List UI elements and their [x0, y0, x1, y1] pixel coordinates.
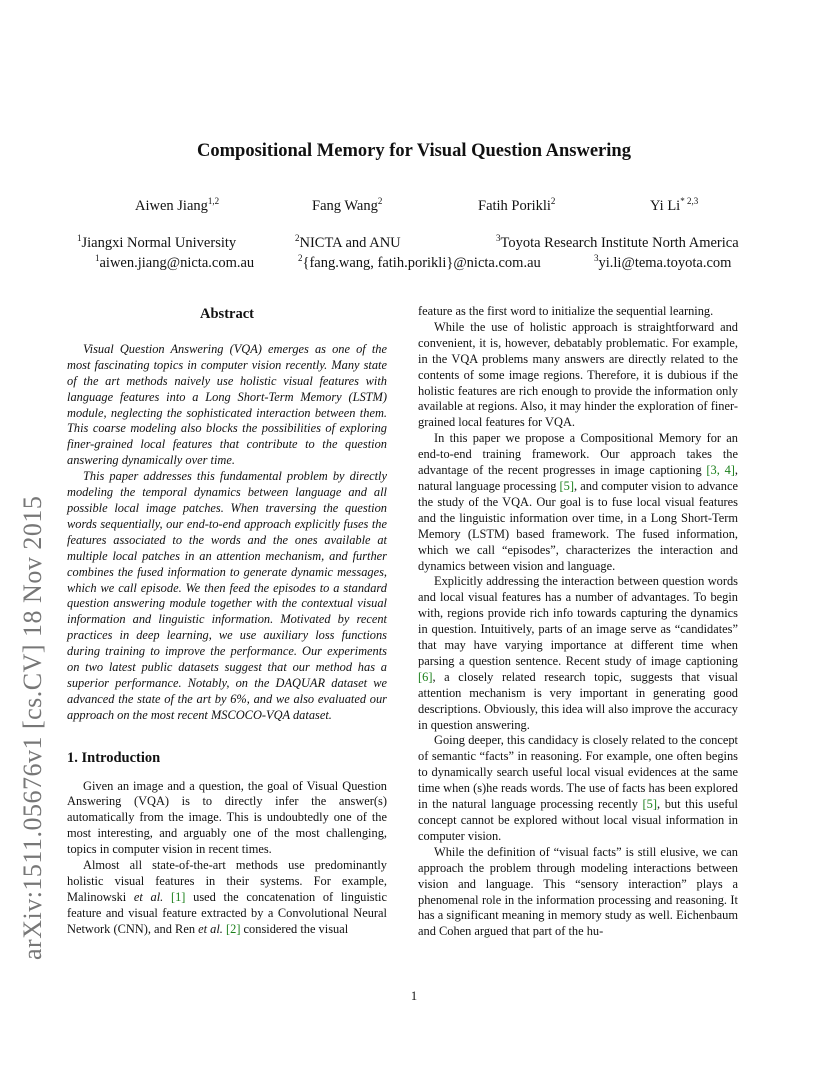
abstract-paragraph-2: This paper addresses this fundamental problem by directly modeling the temporal dynamics between language and all possible local image patches. When traversing the question words sequentially, our end-to-end approach explicitly fuses the features associated to the words and the ones available at multiple local patches in an attention mechanism, and further combines the fused information to generate dynamic messages, which we call episode. We then feed the episodes to a standard question answering module together with the contextual visual information and linguistic information. Motivated by recent practices in deep learning, we use auxiliary loss functions during training to improve the performance. Our experiments on two latest public datasets suggest that our method has a superior performance. Notably, on the DAQUAR dataset we advanced the state of the art by 6%, and we also evaluated our approach on the most recent MSCOCO-VQA dataset. — [67, 469, 387, 722]
author-sup: 1,2 — [207, 196, 220, 206]
affiliation-1-name: $^1$Jiangxi Normal University — [77, 233, 237, 251]
right-column — [418, 304, 738, 940]
right-paragraph-4: Going deeper, this candidacy is closely related to the concept of semantic “facts” in reasoning. For example, one often begins to dynamically search useful local visual evidences at the same time when (s)he reads words. The use of facts has been explored in the natural language processing recently [5], but this useful concept cannot be explored without local visual information in computer vision. — [418, 733, 738, 843]
citation-link[interactable]: [3, 4] — [706, 463, 735, 478]
right-paragraph-0: feature as the first word to initialize the sequential learning. — [418, 304, 714, 318]
citation-link[interactable]: [5] — [642, 797, 657, 812]
abstract-paragraph-1: Visual Question Answering (VQA) emerges as one of the most fascinating topics in computer vision recently. Many state of the art methods naively use holistic visual features with language features into a Long Short-Term Memory (LSTM) module, neglecting the sophisticated interaction between them. This coarse modeling also blocks the possibilities of exploring finer-grained local features that contribute to the question answering dynamically over time. — [67, 341, 387, 468]
introduction-body — [67, 779, 387, 938]
author-sup: 2 — [550, 196, 556, 206]
right-paragraph-2: In this paper we propose a Compositional Memory for an end-to-end training framework. Our approach takes the advantage of the recent progresses in image captioning [3, 4], natural language processing [5], and computer vision to advance the study of the VQA. Our goal is to fuse local visual features and the linguistic information over time, in a Long Short-Term Memory (LSTM) based framework. The fused information, which we call “episodes”, characterizes the interaction and dynamics between vision and language. — [418, 431, 738, 573]
right-paragraph-5: While the definition of “visual facts” is still elusive, we can approach the problem through modeling interactions between vision and language. This “sensory interaction” plays a phenomenal role in the information processing and reasoning. It has a significant meaning in memory study as well. Eichenbaum and Cohen argued that part of the hu- — [418, 844, 738, 939]
right-paragraph-1: While the use of holistic approach is straightforward and convenient, it is, however, debatably problematic. For example, in the VQA problems many answers are directly related to the contents of some image regions. Therefore, it is dubious if the holistic features are rich enough to provide the information only available at regions. Also, it may hinder the exploration of finer-grained local features for VQA. — [418, 319, 738, 430]
author-1 — [135, 196, 219, 215]
intro-paragraph-2: Almost all state-of-the-art methods use predominantly holistic visual features in their systems. For example, Malinowski et al. [1] used the concatenation of linguistic feature and visual feature extracted by a Convolutional Neural Network (CNN), and Ren et al. [2] considered the visual — [67, 858, 387, 936]
abstract-heading: Abstract — [200, 306, 254, 322]
author-name: Fang Wang — [312, 198, 378, 214]
paper-title: Compositional Memory for Visual Question Answering — [197, 141, 631, 161]
affiliation-1-email: $^1$aiwen.jiang@nicta.com.au — [95, 253, 255, 271]
citation-link[interactable]: [1] — [170, 889, 186, 904]
citation-link[interactable]: [5] — [559, 478, 574, 493]
right-paragraph-3: Explicitly addressing the interaction between question words and local visual features has a number of advantages. To begin with, regions provide rich info towards capturing the dynamics in question. Intuitively, parts of an image serve as “candidates” that may have varying importance at different time when parsing a question sentence. Recent study of image captioning [6], a closely related research topic, suggests that visual attention mechanism is very important in generating good descriptions. Obviously, this idea will also improve the accuracy in question answering. — [418, 574, 738, 732]
introduction-heading: 1. Introduction — [67, 749, 161, 766]
citation-link[interactable]: [6] — [418, 669, 433, 684]
abstract-body — [67, 342, 387, 724]
affiliation-2-email: $^2${fang.wang, fatih.porikli}@nicta.com.au — [298, 253, 541, 271]
author-3 — [478, 196, 555, 215]
affiliation-3-email: $^3$yi.li@tema.toyota.com — [594, 253, 732, 271]
author-sup: * 2,3 — [680, 196, 699, 206]
left-column — [67, 300, 387, 938]
arxiv-identifier: arXiv:1511.05676v1 [cs.CV] 18 Nov 2015 — [18, 495, 47, 960]
author-name: Yi Li — [650, 198, 681, 214]
author-sup: 2 — [377, 196, 383, 206]
author-name: Aiwen Jiang — [135, 198, 208, 214]
author-2 — [312, 196, 382, 215]
affiliation-3-name: $^3$Toyota Research Institute North America — [496, 233, 739, 251]
author-4 — [650, 196, 698, 215]
author-name: Fatih Porikli — [478, 198, 551, 214]
citation-link[interactable]: [2] — [226, 921, 241, 936]
page-number: 1 — [410, 989, 418, 1003]
affiliation-2-name: $^2$NICTA and ANU — [295, 233, 401, 251]
intro-paragraph-1: Given an image and a question, the goal of Visual Question Answering (VQA) is to directly infer the answer(s) automatically from the image. This is undoubtedly one of the most interesting, and arguably one of the most challenging, topics in computer vision in recent times. — [67, 778, 387, 857]
